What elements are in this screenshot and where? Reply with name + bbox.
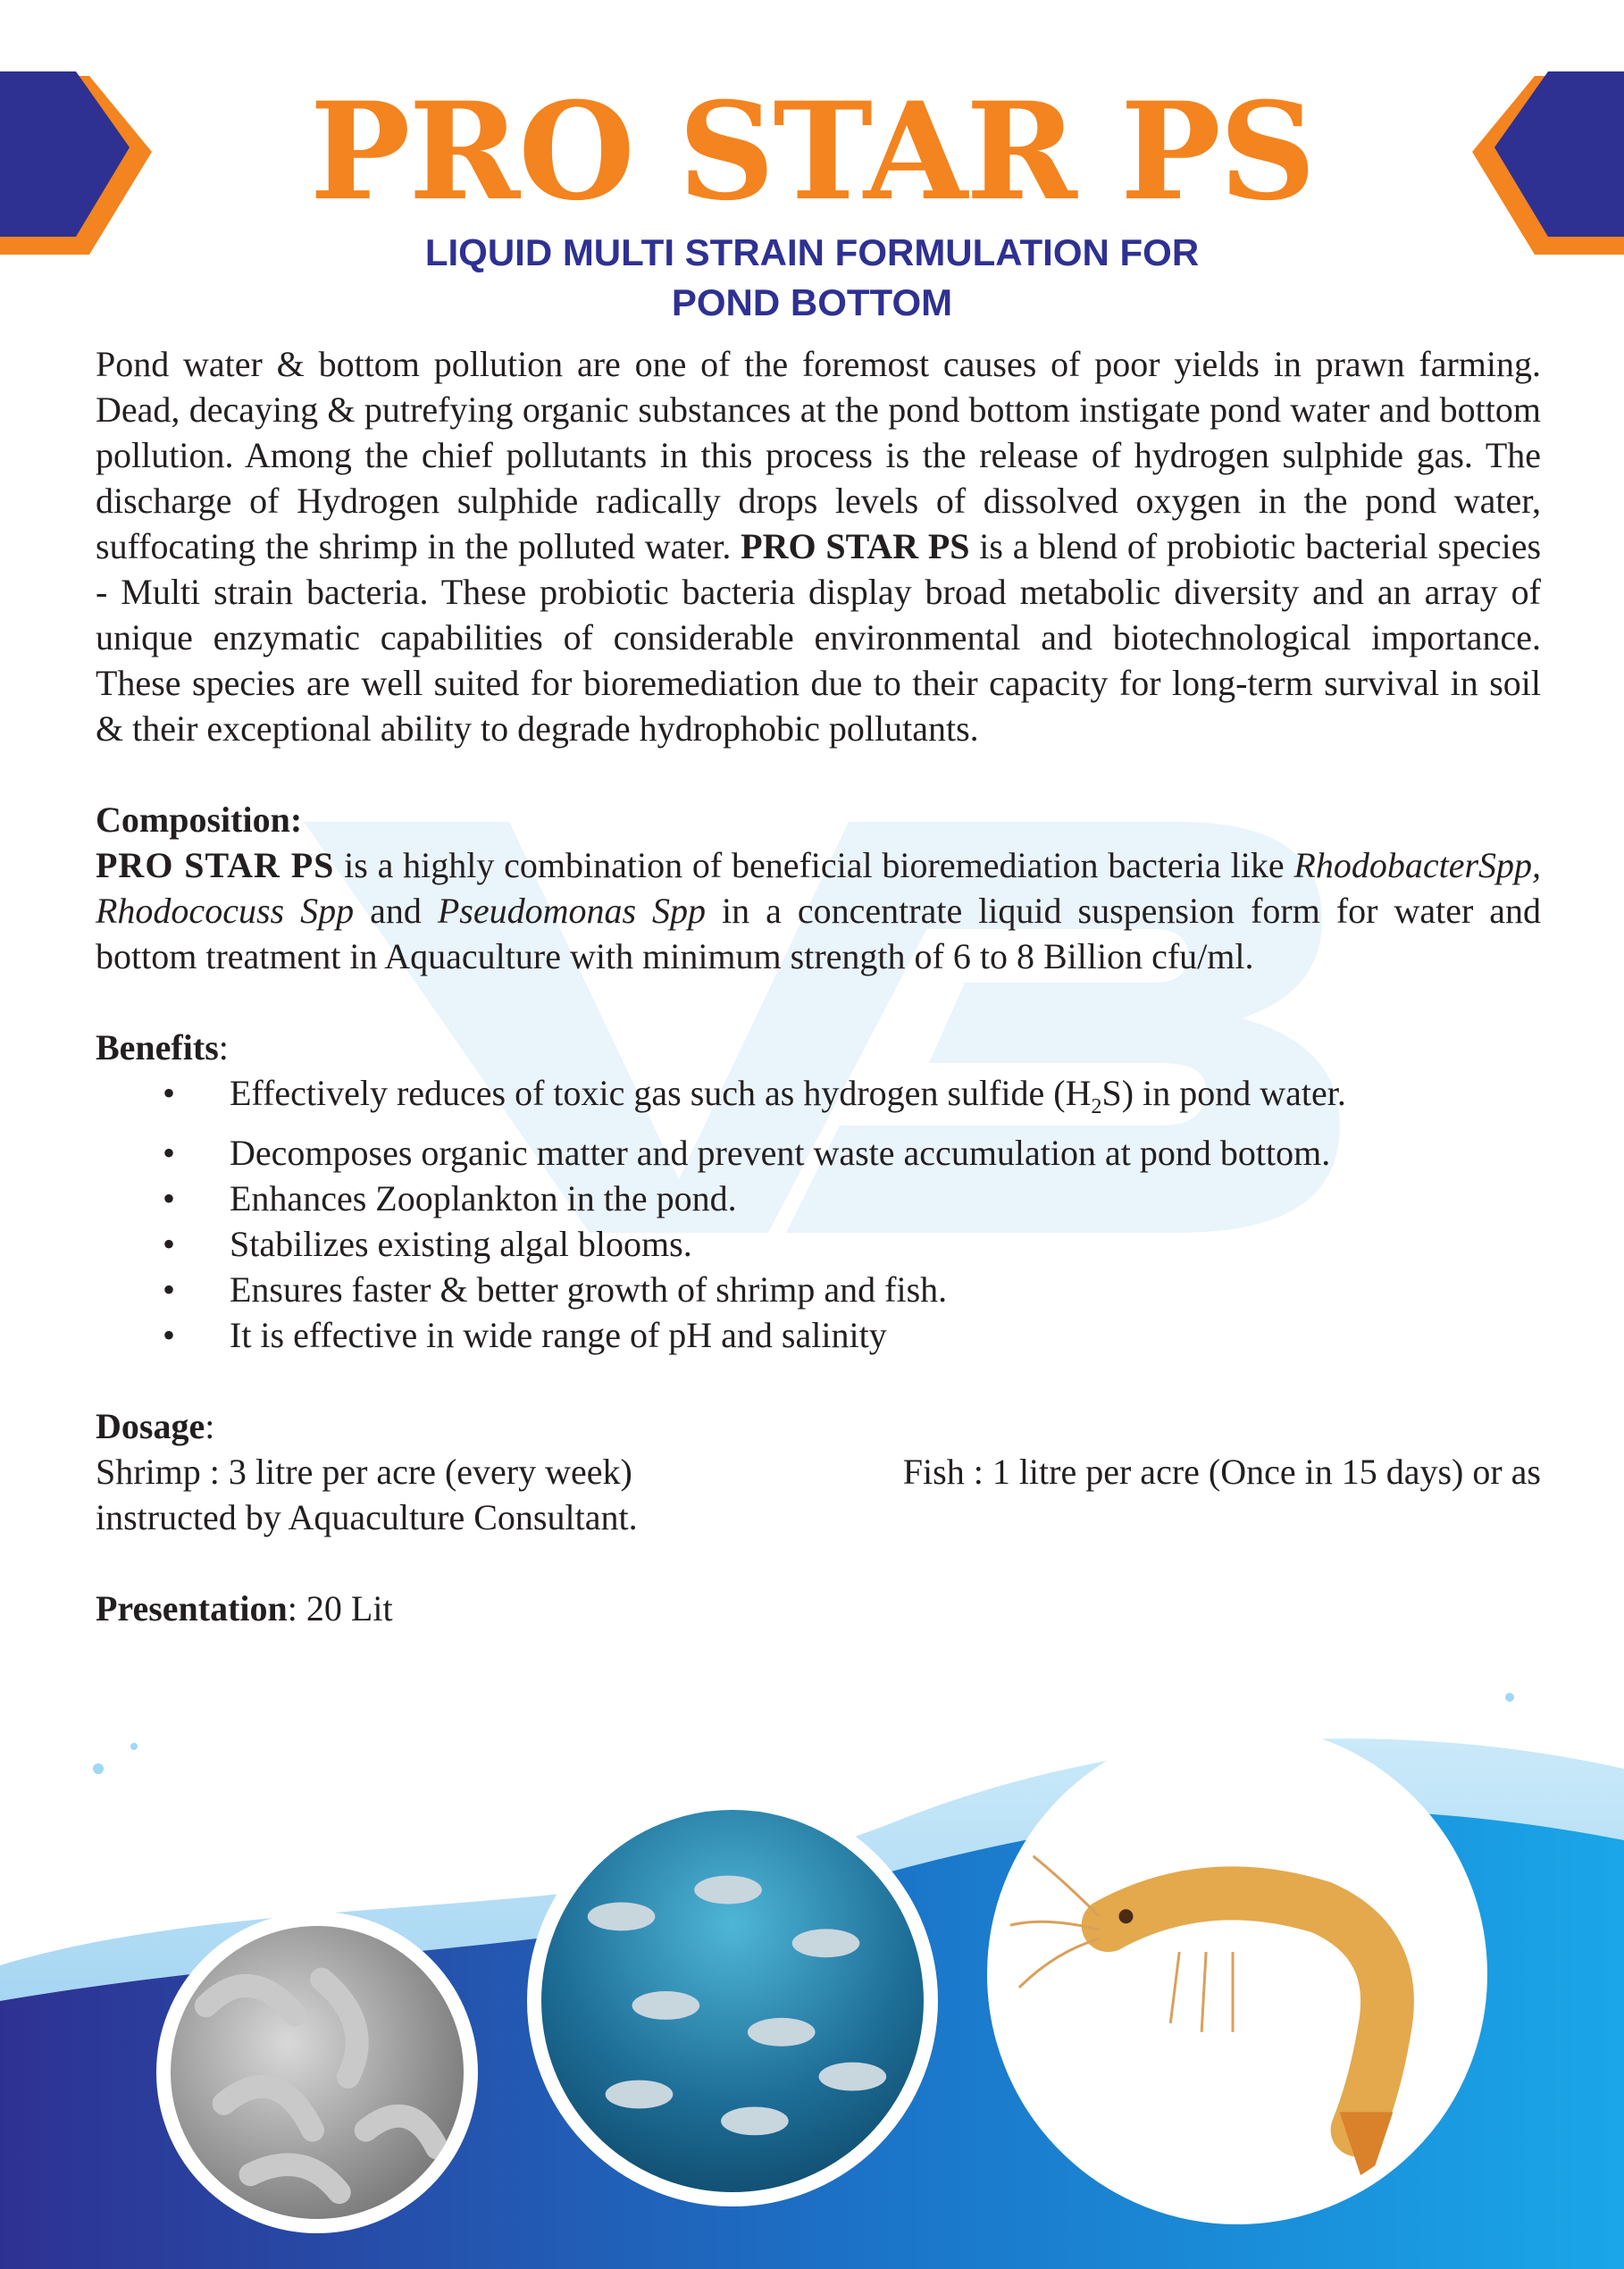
benefit-1-pre: Effectively reduces of toxic gas such as hydrogen sulfide (H (230, 1073, 1092, 1113)
species-pseudomonas: Pseudomonas Spp (437, 891, 707, 931)
benefits-list (96, 1070, 1541, 1358)
list-item (96, 1221, 1541, 1267)
intro-text-after: is a blend of probiotic bacterial species - Multi strain bacteria. These probiotic bacteria display broad metabolic diversity and an array of unique enzymatic capabilities of considerable environmental and biotechnological importance. These species are well suited for bioremediation due to their capacity for long-term survival in soil & their exceptional ability to degrade hydrophobic pollutants. (96, 526, 1542, 749)
species-rhodobacter: RhodobacterSpp, (1293, 845, 1542, 885)
benefit-5: Ensures faster & better growth of shrimp and fish. (230, 1269, 948, 1310)
dosage-shrimp: Shrimp : 3 litre per acre (every week) (96, 1452, 632, 1492)
bullet: • (163, 1133, 176, 1173)
bacteria-icon (171, 1926, 464, 2219)
bullet: • (163, 1269, 176, 1310)
species-rhodococcus: Rhodococuss Spp (96, 891, 355, 931)
product-subtitle (0, 228, 1624, 328)
list-item (96, 1176, 1541, 1221)
main-content (96, 341, 1541, 1631)
benefit-4: Stabilizes existing algal blooms. (230, 1224, 692, 1264)
presentation-row (96, 1586, 1541, 1631)
composition-heading: Composition: (96, 800, 303, 840)
product-title: PRO STAR PS (309, 73, 1315, 230)
list-item (96, 1070, 1541, 1130)
dosage-line-1 (96, 1449, 1541, 1495)
benefit-6: It is effective in wide range of pH and salinity (230, 1315, 887, 1355)
benefits-colon: : (218, 1027, 229, 1068)
composition-product-name: PRO STAR PS (96, 845, 335, 885)
benefits-heading: Benefits (96, 1027, 219, 1068)
fish-icon (541, 1810, 924, 2192)
dosage-line-2: instructed by Aquaculture Consultant. (96, 1497, 638, 1537)
dosage-heading: Dosage (96, 1406, 205, 1446)
presentation-heading: Presentation (96, 1588, 288, 1628)
list-item (96, 1130, 1541, 1176)
benefit-1-post: S) in pond water. (1101, 1073, 1346, 1113)
intro-text-before: Pond water & bottom pollution are one of the foremost causes of poor yields in prawn farming. Dead, decaying & putrefying organic substances at the pond bottom instigate pond water and bottom pollution. Among the chief pollutants in this process is the release of hydrogen sulphide gas. The discharge of Hydrogen sulphide radically drops levels of dissolved oxygen in the pond water, suffocating the shrimp in the polluted water. (96, 344, 1541, 566)
subtitle-line-2: POND BOTTOM (671, 281, 953, 323)
dosage-fish: Fish : 1 litre per acre (Once in 15 days) or as (902, 1452, 1541, 1492)
composition-text-2: in a concentrate liquid suspension form for water and bottom treatment in Aquaculture with minimum strength of 6 to 8 Billion cfu/ml. (96, 891, 1542, 976)
benefit-2: Decomposes organic matter and prevent waste accumulation at pond bottom. (230, 1133, 1331, 1173)
presentation-value: : 20 Lit (287, 1588, 393, 1628)
composition-text-1: is a highly combination of beneficial bioremediation bacteria like (344, 845, 1285, 885)
shrimp-icon (1001, 1738, 1473, 2210)
intro-product-name: PRO STAR PS (741, 526, 970, 566)
fish-school-photo (527, 1796, 938, 2206)
shrimp-photo (987, 1724, 1487, 2224)
composition-paragraph (96, 842, 1541, 979)
benefit-3: Enhances Zooplankton in the pond. (230, 1178, 737, 1218)
benefits-heading-row (96, 1025, 1541, 1070)
bullet: • (163, 1178, 176, 1218)
dosage-colon: : (205, 1406, 215, 1446)
bacteria-photo (156, 1912, 478, 2233)
benefit-1-subscript: 2 (1091, 1095, 1102, 1118)
list-item (96, 1267, 1541, 1312)
subtitle-line-1: LIQUID MULTI STRAIN FORMULATION FOR (424, 231, 1200, 273)
intro-paragraph (96, 341, 1541, 751)
list-item (96, 1312, 1541, 1358)
dosage-heading-row (96, 1403, 1541, 1449)
bullet: • (163, 1224, 176, 1264)
bullet: • (163, 1315, 176, 1355)
bullet: • (163, 1073, 176, 1113)
composition-and: and (370, 891, 422, 931)
